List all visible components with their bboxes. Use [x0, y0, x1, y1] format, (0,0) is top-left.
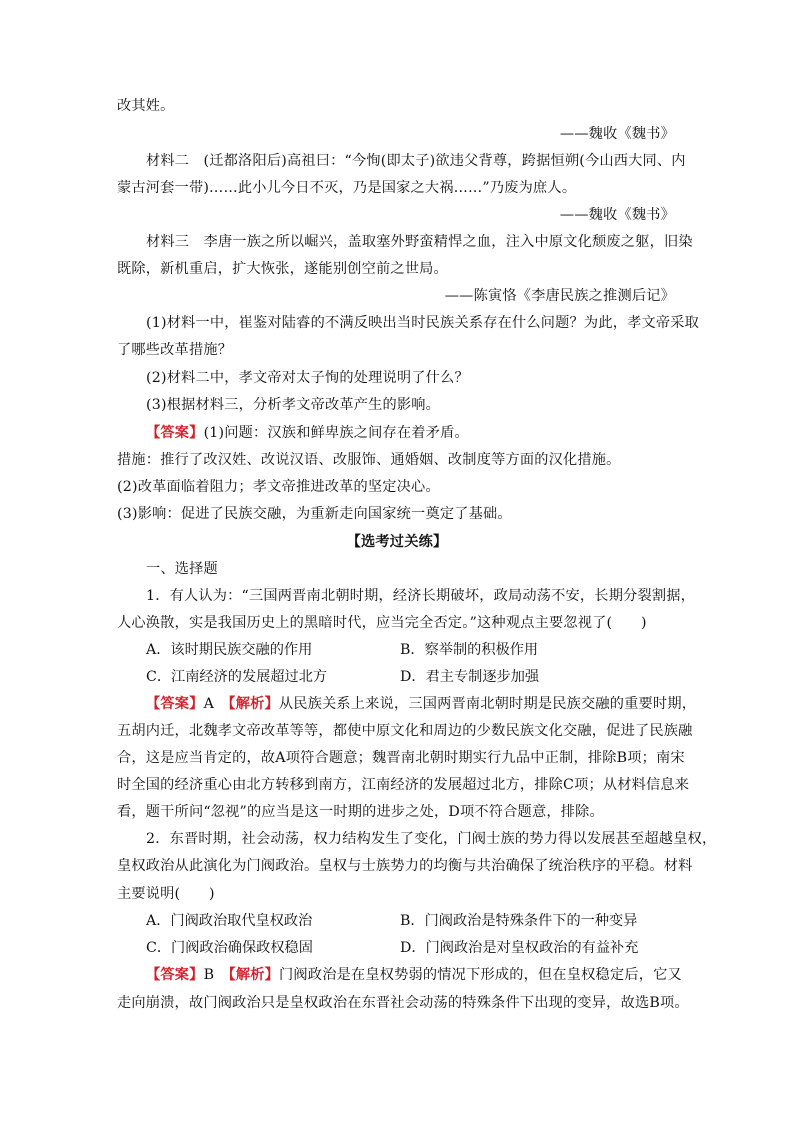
question1-line2: 了哪些改革措施？	[117, 342, 233, 358]
q1-explanation-text: 从民族关系上来说，三国两晋南北朝时期是民族交融的重要时期，	[278, 696, 697, 712]
answer-2: (2)改革面临着阻力；孝文帝推进改革的坚定决心。	[117, 479, 440, 495]
material3-line1: 材料三 李唐一族之所以崛兴，盖取塞外野蛮精悍之血，注入中原文化颓废之躯，旧染	[146, 234, 693, 250]
q2-explanation-line1	[146, 965, 682, 985]
q2-option-d: D．门阀政治是对皇权政治的有益补充	[400, 940, 639, 956]
q1-explanation-line5: 看，题干所问“忽视”的应当是这一时期的进步之处，D项不符合题意，排除。	[117, 804, 604, 820]
q2-stem-line2: 皇权政治从此演化为门阀政治。皇权与士族势力的均衡与共治确保了统治秩序的平稳。材料	[117, 858, 693, 874]
q1-analysis-tag: 【解析】	[228, 696, 279, 712]
answer-line1	[146, 423, 676, 443]
material1-tail: 改其姓。	[117, 98, 175, 114]
q1-option-b: B．察举制的积极作用	[400, 642, 539, 658]
q1-option-c: C．江南经济的发展超过北方	[146, 669, 328, 685]
material1-source: ——魏收《魏书》	[559, 126, 675, 142]
q1-stem-line1: 1．有人认为：“三国两晋南北朝时期，经济长期破坏，政局动荡不安，长期分裂割据，	[146, 588, 696, 604]
answer-3: (3)影响：促进了民族交融，为重新走向国家统一奠定了基础。	[117, 506, 512, 522]
q2-answer-letter: B	[203, 967, 229, 983]
answer-text: (1)问题：汉族和鲜卑族之间存在着矛盾。	[203, 425, 469, 441]
q1-explanation-line2: 五胡内迁，北魏孝文帝改革等等，都使中原文化和周边的少数民族文化交融，促进了民族融	[117, 723, 693, 739]
q1-stem-line2: 人心涣散，实是我国历史上的黑暗时代，应当完全否定。”这种观点主要忽视了( )	[117, 615, 647, 631]
q2-option-c: C．门阀政治确保政权稳固	[146, 940, 313, 956]
material3-line2: 既除，新机重启，扩大恢张，遂能别创空前之世局。	[117, 261, 448, 277]
question1-line1: (1)材料一中，崔鉴对陆睿的不满反映出当时民族关系存在什么问题？为此，孝文帝采取	[146, 315, 700, 331]
question3: (3)根据材料三，分析孝文帝改革产生的影响。	[146, 397, 441, 413]
q1-explanation-line1	[146, 694, 697, 714]
q2-option-b: B．门阀政治是特殊条件下的一种变异	[400, 913, 638, 929]
q2-stem-line3: 主要说明( )	[117, 886, 215, 902]
question2: (2)材料二中，孝文帝对太子恂的处理说明了什么？	[146, 370, 469, 386]
answer-measures: 措施：推行了改汉姓、改说汉语、改服饰、通婚姻、改制度等方面的汉化措施。	[117, 452, 621, 468]
q1-answer-tag: 【答案】	[146, 696, 204, 712]
q2-option-a: A．门阀政治取代皇权政治	[146, 913, 313, 929]
q1-answer-letter: A	[203, 696, 229, 712]
section-title: 【选考过关练】	[346, 534, 448, 550]
material3-source: ——陈寅恪《李唐民族之推测后记》	[444, 288, 675, 304]
q2-analysis-tag: 【解析】	[228, 967, 280, 983]
q1-option-d: D．君主专制逐步加强	[400, 669, 540, 685]
q2-explanation-line2: 走向崩溃，故门阀政治只是皇权政治在东晋社会动荡的特殊条件下出现的变异，故选B项。	[117, 995, 689, 1011]
material2-line2: 蒙古河套一带)……此小儿今日不灭，乃是国家之大祸……”乃废为庶人。	[117, 180, 577, 196]
material2-line1: 材料二 (迁都洛阳后)高祖曰：“今恂(即太子)欲违父背尊，跨据恒朔(今山西大同、内	[146, 153, 686, 169]
q2-answer-tag: 【答案】	[146, 967, 204, 983]
material2-source: ——魏收《魏书》	[559, 207, 675, 223]
q2-stem-line1: 2．东晋时期，社会动荡，权力结构发生了变化，门阀士族的势力得以发展甚至超越皇权，	[146, 831, 717, 847]
q1-explanation-line3: 合，这是应当肯定的，故A项符合题意；魏晋南北朝时期实行九品中正制，排除B项；南宋	[117, 750, 685, 766]
answer-tag: 【答案】	[146, 425, 204, 441]
part-label: 一、选择题	[146, 561, 218, 577]
q1-explanation-line4: 时全国的经济重心由北方转移到南方，江南经济的发展超过北方，排除C项；从材料信息来	[117, 777, 690, 793]
q2-explanation-text: 门阀政治是在皇权势弱的情况下形成的，但在皇权稳定后，它又	[279, 967, 682, 983]
q1-option-a: A．该时期民族交融的作用	[146, 642, 313, 658]
